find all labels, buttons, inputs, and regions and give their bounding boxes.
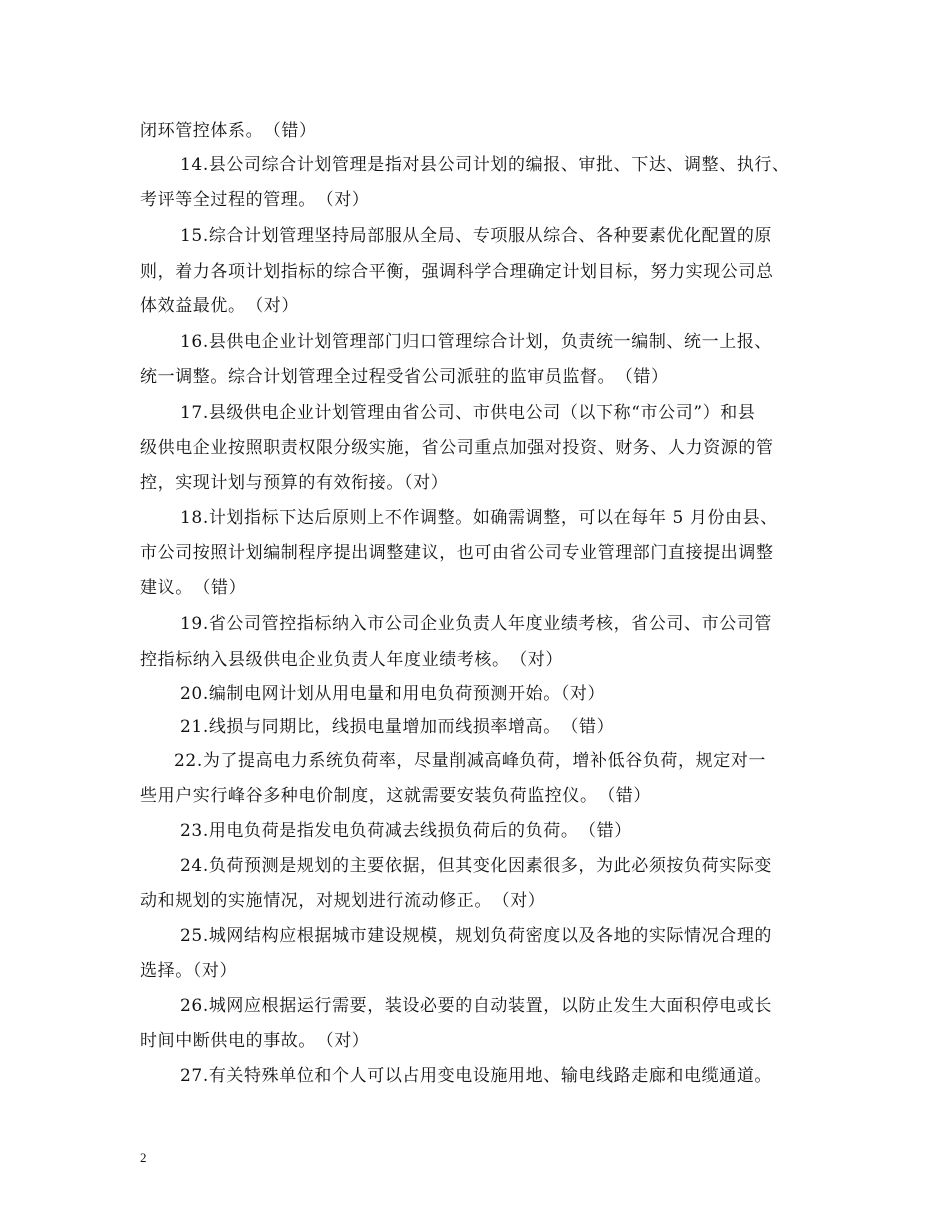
text-line: 23.用电负荷是指发电负荷减去线损负荷后的负荷。 （错） bbox=[180, 821, 632, 841]
text-line: 控指标纳入县级供电企业负责人年度业绩考核。 （对） bbox=[140, 650, 563, 670]
page-number: 2 bbox=[140, 1150, 147, 1165]
text-line: 16.县供电企业计划管理部门归口管理综合计划，负责统一编制、统一上报、 bbox=[180, 332, 773, 352]
text-line: 24.负荷预测是规划的主要依据，但其变化因素很多，为此必须按负荷实际变 bbox=[180, 856, 773, 876]
text-line: 15.综合计划管理坚持局部服从全局、专项服从综合、各种要素优化配置的原 bbox=[180, 226, 773, 246]
text-line: 建议。 （错） bbox=[140, 578, 247, 598]
text-line: 14.县公司综合计划管理是指对县公司计划的编报、审批、下达、调整、执行、 bbox=[180, 155, 790, 175]
text-line: 统一调整。综合计划管理全过程受省公司派驻的监审员监督。 （错） bbox=[140, 367, 669, 387]
text-line: 25.城网结构应根据城市建设规模，规划负荷密度以及各地的实际情况合理的 bbox=[180, 926, 773, 946]
text-line: 级供电企业按照职责权限分级实施，省公司重点加强对投资、财务、人力资源的管 bbox=[140, 438, 774, 458]
text-line: 选择。（对） bbox=[140, 961, 238, 981]
text-line: 26.城网应根据运行需要，装设必要的自动装置，以防止发生大面积停电或长 bbox=[180, 996, 773, 1016]
text-line: 17.县级供电企业计划管理由省公司、市供电公司（以下称“市公司”）和县 bbox=[180, 403, 756, 423]
text-line: 动和规划的实施情况，对规划进行流动修正。 （对） bbox=[140, 891, 546, 911]
text-line: 27.有关特殊单位和个人可以占用变电设施用地、输电线路走廊和电缆通道。 bbox=[180, 1066, 773, 1086]
text-line: 控，实现计划与预算的有效衔接。（对） bbox=[140, 473, 449, 493]
text-line: 时间中断供电的事故。 （对） bbox=[140, 1031, 370, 1051]
text-line: 市公司按照计划编制程序提出调整建议，也可由省公司专业管理部门直接提出调整 bbox=[140, 543, 774, 563]
text-line: 22.为了提高电力系统负荷率，尽量削减高峰负荷，增补低谷负荷，规定对一 bbox=[174, 751, 767, 771]
text-line: 体效益最优。 （对） bbox=[140, 296, 299, 316]
text-line: 闭环管控体系。 （错） bbox=[140, 121, 317, 141]
text-line: 考评等全过程的管理。 （对） bbox=[140, 190, 370, 210]
text-line: 19.省公司管控指标纳入市公司企业负责人年度业绩考核，省公司、市公司管 bbox=[180, 614, 773, 634]
text-line: 18.计划指标下达后原则上不作调整。如确需调整，可以在每年 5 月份由县、 bbox=[180, 508, 778, 528]
text-line: 20.编制电网计划从用电量和用电负荷预测开始。（对） bbox=[180, 684, 606, 704]
text-line: 些用户实行峰谷多种电价制度，这就需要安装负荷监控仪。 （错） bbox=[140, 786, 651, 806]
text-line: 则，着力各项计划指标的综合平衡，强调科学合理确定计划目标，努力实现公司总 bbox=[140, 262, 774, 282]
text-line: 21.线损与同期比，线损电量增加而线损率增高。 （错） bbox=[180, 717, 615, 737]
